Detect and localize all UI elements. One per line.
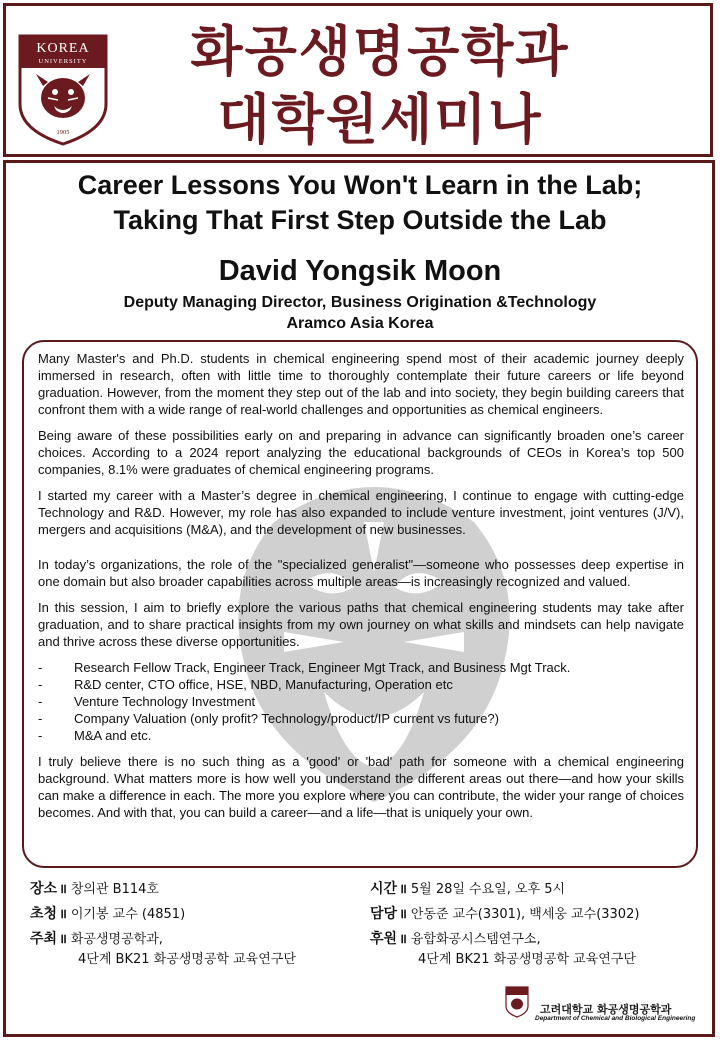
abstract-paragraph-1: Many Master's and Ph.D. students in chemical engineering spend most of their academic journey deeply immersed in research, often with little time to thoroughly contemplate their future careers or life beyond graduation. However, from the moment they step out of the lab and into society, they begin building careers that confront them with a wide range of real-world challenges and opportunities as chemical engineers. <box>38 351 684 417</box>
list-item-text: M&A and etc. <box>74 728 152 743</box>
korea-university-logo <box>18 34 108 146</box>
contact-label: 담당 <box>370 906 398 922</box>
host-info <box>30 904 185 925</box>
bullet-marker: - <box>38 660 43 675</box>
time-label: 시간 <box>370 881 398 897</box>
separator: ॥ <box>59 907 67 922</box>
list-item-text: Research Fellow Track, Engineer Track, Engineer Mgt Track, and Business Mgt Track. <box>74 660 571 675</box>
abstract-paragraph-4: In today’s organizations, the role of the "specialized generalist"—someone who possesses deep expertise in one domain but also broader capabilities across multiple areas—is increasingly recognized and valued. <box>38 557 684 589</box>
bullet-marker: - <box>38 677 43 692</box>
list-item <box>38 659 684 676</box>
footer-university-logo <box>505 986 529 1018</box>
separator: ॥ <box>59 932 67 947</box>
time-info <box>370 879 565 900</box>
list-item <box>38 727 684 744</box>
abstract-box <box>22 340 698 868</box>
talk-title-line2: Taking That First Step Outside the Lab <box>113 205 607 235</box>
career-paths-list <box>38 659 684 744</box>
sponsor-info <box>370 929 636 970</box>
department-title: 화공생명공학과 <box>190 20 570 83</box>
bullet-marker: - <box>38 728 43 743</box>
organizer-line2: 4단계 BK21 화공생명공학 교육연구단 <box>78 952 296 967</box>
organizer-label: 주최 <box>30 931 58 947</box>
separator: ॥ <box>399 882 407 897</box>
bullet-marker: - <box>38 694 43 709</box>
sponsor-label: 후원 <box>370 931 398 947</box>
abstract-paragraph-2: Being aware of these possibilities early on and preparing in advance can significantly broaden one’s career choices. According to a 2024 report analyzing the educational backgrounds of CEOs in Korea’s top 500 companies, 8.1% were graduates of chemical engineering programs. <box>38 428 684 477</box>
sponsor-line2: 4단계 BK21 화공생명공학 교육연구단 <box>418 952 636 967</box>
host-value: 이기봉 교수 (4851) <box>70 907 186 922</box>
seminar-title: 대학원세미나 <box>217 88 543 151</box>
list-item-text: R&D center, CTO office, HSE, NBD, Manufacturing, Operation etc <box>74 677 453 692</box>
svg-text:1905: 1905 <box>56 129 70 136</box>
separator: ॥ <box>399 932 407 947</box>
list-item <box>38 676 684 693</box>
venue-label: 장소 <box>30 881 58 897</box>
abstract-paragraph-5: In this session, I aim to briefly explore the various paths that chemical engineering students may take after graduation, and to share practical insights from my own journey on what skills and mindsets can help navigate and thrive across these diverse opportunities. <box>38 600 684 649</box>
footer-department-ko: 고려대학교 화공생명공학과 <box>540 1003 672 1016</box>
contact-info <box>370 904 639 925</box>
list-item-text: Company Valuation (only profit? Technology/product/IP current vs future?) <box>74 711 499 726</box>
venue-info <box>30 879 159 900</box>
svg-text:UNIVERSITY: UNIVERSITY <box>38 58 88 65</box>
footer-department-en: Department of Chemical and Biological Engineering <box>535 1015 696 1022</box>
organizer-line1: 화공생명공학과, <box>70 932 163 947</box>
svg-text:KOREA: KOREA <box>36 41 90 56</box>
host-label: 초청 <box>30 906 58 922</box>
talk-title <box>10 168 710 238</box>
speaker-affiliation <box>10 292 710 334</box>
abstract-closing-paragraph: I truly believe there is no such thing as a 'good' or 'bad' path for someone with a chemical engineering background. What matters more is how well you understand the different areas out there—and how your skills can make a difference in each. The more you explore where you can contribute, the wider your range of choices becomes. And with that, you can build a career—and a life—that is uniquely your own. <box>38 754 684 820</box>
contact-value: 안동준 교수(3301), 백세웅 교수(3302) <box>410 907 640 922</box>
abstract-paragraph-3: I started my career with a Master’s degree in chemical engineering, I continue to engage with cutting-edge Technology and R&D. However, my role has also expanded to include venture investment, joint ventures (J/V), mergers and acquisitions (M&A), and the development of new businesses. <box>38 488 684 537</box>
separator: ॥ <box>399 907 407 922</box>
list-item-text: Venture Technology Investment <box>74 694 256 709</box>
speaker-name: David Yongsik Moon <box>218 255 502 287</box>
talk-title-line1: Career Lessons You Won't Learn in the Lab; <box>77 170 643 200</box>
speaker-position: Deputy Managing Director, Business Origination &Technology <box>123 294 597 311</box>
separator: ॥ <box>59 882 67 897</box>
time-value: 5월 28일 수요일, 오후 5시 <box>410 882 566 897</box>
sponsor-line1: 융합화공시스템연구소, <box>410 932 541 947</box>
organizer-info <box>30 929 296 970</box>
list-item <box>38 710 684 727</box>
list-item <box>38 693 684 710</box>
speaker-organization: Aramco Asia Korea <box>286 315 434 332</box>
bullet-marker: - <box>38 711 43 726</box>
venue-value: 창의관 B114호 <box>70 882 159 897</box>
